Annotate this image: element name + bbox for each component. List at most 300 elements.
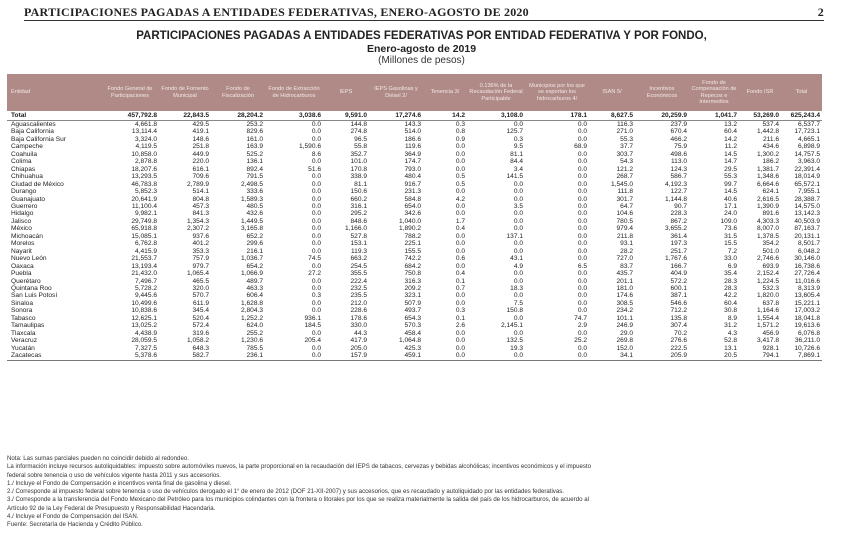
- table-cell: 20,131.1: [794, 232, 820, 240]
- table-cell: 0.0: [311, 195, 321, 203]
- entity-name: Guerrero: [11, 202, 38, 210]
- table-cell: 28.3: [724, 284, 737, 292]
- table-cell: 174.7: [404, 158, 421, 166]
- table-cell: 0.0: [455, 337, 465, 345]
- table-cell: 0.0: [513, 247, 523, 255]
- table-cell: 0.0: [455, 210, 465, 218]
- table-cell: 0.0: [577, 299, 587, 307]
- note-line: 1./ Incluye el Fondo de Compensación e incentivos venta final de gasolina y diesel.: [7, 479, 232, 487]
- table-cell: 211.8: [616, 232, 633, 240]
- note-line: 3./ Corresponde a la transferencia del Fondo Mexicano del Petróleo para los municipios colindantes con la frontera o litorales por los que se realiza materialmente la salida del país de los hidrocarburos, de acuerdo al: [7, 496, 589, 504]
- table-cell: 150.6: [350, 188, 367, 196]
- table-cell: 234.2: [616, 307, 633, 315]
- table-cell: 14.2: [423, 111, 467, 121]
- table-cell: 65,918.8: [131, 225, 157, 233]
- table-cell: 0.0: [577, 344, 587, 352]
- table-cell: 251.7: [670, 247, 687, 255]
- table-cell: 0.0: [311, 299, 321, 307]
- table-cell: 15.5: [724, 240, 737, 248]
- table-cell: 0.0: [513, 210, 523, 218]
- table-cell: 1,449.5: [241, 217, 263, 225]
- table-row: [7, 136, 822, 143]
- table-cell: 36,211.0: [794, 337, 820, 345]
- table-cell: 0.0: [455, 202, 465, 210]
- table-cell: 211.6: [762, 135, 779, 143]
- table-cell: 0.0: [455, 247, 465, 255]
- table-cell: 101.1: [616, 314, 633, 322]
- column-header: Fondo de Compensación de Repecos e Intermedios: [689, 74, 739, 111]
- table-cell: 7.2: [727, 247, 737, 255]
- table-cell: 3,038.6: [265, 111, 323, 121]
- table-cell: 9.5: [513, 143, 523, 151]
- table-cell: 0.0: [577, 277, 587, 285]
- table-period: Enero-agosto de 2019: [366, 43, 477, 55]
- entity-name: Sonora: [11, 307, 33, 315]
- table-cell: 31.5: [724, 232, 737, 240]
- table-row: [7, 263, 822, 270]
- table-cell: 660.2: [350, 195, 367, 203]
- table-cell: 0.4: [455, 225, 465, 233]
- table-cell: 794.1: [739, 352, 781, 360]
- table-cell: 937.6: [192, 232, 209, 240]
- table-row: [7, 196, 822, 203]
- table-cell: 514.0: [404, 128, 421, 136]
- table-cell: 75.9: [674, 143, 687, 151]
- table-cell: 28,059.5: [131, 337, 157, 345]
- entity-name: Chihuahua: [11, 173, 43, 181]
- page-number: 2: [817, 5, 824, 19]
- table-cell: 0.0: [265, 352, 323, 360]
- table-cell: 0.3: [513, 135, 523, 143]
- entity-name: Michoacán: [11, 232, 43, 240]
- table-cell: 141.5: [506, 173, 523, 181]
- table-cell: 0.0: [513, 225, 523, 233]
- table-cell: 46,783.8: [131, 180, 157, 188]
- page-header: [24, 4, 824, 20]
- table-cell: 132.5: [506, 337, 523, 345]
- entity-name: Tlaxcala: [11, 329, 36, 337]
- table-cell: 119.6: [404, 143, 421, 151]
- table-cell: 101.0: [350, 158, 367, 166]
- entity-name: Tabasco: [11, 314, 36, 322]
- table-cell: 12,625.1: [131, 314, 157, 322]
- table-cell: 51.6: [308, 165, 321, 173]
- table-row: [7, 255, 822, 262]
- table-cell: 0.0: [513, 329, 523, 337]
- table-cell: 60.4: [724, 299, 737, 307]
- table-cell: 670.4: [670, 128, 687, 136]
- table-cell: 788.2: [404, 232, 421, 240]
- table-cell: 35.4: [724, 270, 737, 278]
- table-cell: 0.0: [455, 292, 465, 300]
- table-cell: 205.0: [350, 344, 367, 352]
- table-cell: 0.0: [577, 188, 587, 196]
- table-cell: 53,269.0: [739, 111, 781, 121]
- table-cell: 13,025.2: [131, 322, 157, 330]
- table-cell: 1,252.2: [241, 314, 263, 322]
- table-cell: 19,613.6: [794, 322, 820, 330]
- table-cell: 220.0: [192, 158, 209, 166]
- table-cell: 25.2: [574, 337, 587, 345]
- table-cell: 0.0: [423, 352, 467, 360]
- table-cell: 330.0: [350, 322, 367, 330]
- table-cell: 0.1: [455, 314, 465, 322]
- table-row: [7, 233, 822, 240]
- table-row: [7, 270, 822, 277]
- table-cell: 0.0: [311, 135, 321, 143]
- table-cell: 161.0: [246, 135, 263, 143]
- table-row: [7, 315, 822, 322]
- table-cell: 14.5: [724, 150, 737, 158]
- table-cell: 449.9: [192, 150, 209, 158]
- table-cell: 0.0: [311, 121, 321, 128]
- column-header: Entidad: [7, 74, 101, 111]
- table-cell: 928.1: [762, 344, 779, 352]
- table-cell: 1,390.9: [757, 202, 779, 210]
- table-cell: 109.0: [720, 217, 737, 225]
- table-cell: 648.3: [192, 344, 209, 352]
- table-cell: 793.0: [404, 165, 421, 173]
- table-cell: 163.9: [246, 143, 263, 151]
- table-row: [7, 143, 822, 150]
- table-cell: 525.2: [246, 150, 263, 158]
- table-cell: 663.2: [350, 255, 367, 263]
- table-cell: 28.3: [724, 277, 737, 285]
- entity-name: Colima: [11, 158, 32, 166]
- table-cell: 404.9: [670, 270, 687, 278]
- table-cell: 0.0: [455, 299, 465, 307]
- table-cell: 186.2: [762, 158, 779, 166]
- table-cell: 0.0: [311, 210, 321, 218]
- table-cell: 42.2: [724, 292, 737, 300]
- table-cell: 299.6: [246, 240, 263, 248]
- entity-name: Tamaulipas: [11, 322, 45, 330]
- table-cell: 1,820.0: [757, 292, 779, 300]
- table-cell: 216.1: [246, 247, 263, 255]
- table-cell: 31.2: [724, 322, 737, 330]
- table-cell: 29,749.8: [131, 217, 157, 225]
- table-cell: 0.0: [455, 165, 465, 173]
- table-cell: 0.0: [311, 284, 321, 292]
- table-cell: 34.1: [589, 352, 635, 360]
- table-cell: 197.3: [670, 240, 687, 248]
- column-header: Incentivos Económicos: [635, 74, 689, 111]
- table-cell: 0.0: [513, 217, 523, 225]
- table-cell: 316.3: [404, 277, 421, 285]
- table-cell: 2,145.1: [501, 322, 523, 330]
- table-cell: 387.1: [670, 292, 687, 300]
- entity-name: Total: [7, 111, 101, 121]
- table-title: PARTICIPACIONES PAGADAS A ENTIDADES FEDERATIVAS POR ENTIDAD FEDERATIVA Y POR FONDO,: [136, 30, 707, 42]
- table-cell: 1.7: [455, 217, 465, 225]
- table-cell: 0.0: [577, 210, 587, 218]
- table-cell: 20.5: [689, 352, 739, 360]
- participaciones-table: [7, 74, 822, 361]
- table-cell: 8,627.5: [589, 111, 635, 121]
- table-cell: 727.0: [616, 255, 633, 263]
- table-cell: 96.5: [354, 135, 367, 143]
- table-cell: 0.0: [455, 344, 465, 352]
- note-line: 4./ Incluye el Fondo de Compensación del ISAN.: [7, 513, 139, 521]
- table-cell: 2,616.5: [757, 195, 779, 203]
- table-cell: 0.8: [455, 128, 465, 136]
- table-cell: 1,224.5: [757, 277, 779, 285]
- table-cell: 611.9: [192, 299, 209, 307]
- table-row: [7, 300, 822, 307]
- table-row: [7, 240, 822, 247]
- table-cell: 3,324.0: [135, 135, 157, 143]
- table-cell: 135.8: [670, 314, 687, 322]
- table-cell: 480.5: [246, 202, 263, 210]
- table-cell: 1,058.2: [187, 337, 209, 345]
- entity-name: Baja California: [11, 128, 54, 136]
- table-cell: 0.6: [455, 255, 465, 263]
- table-cell: 489.7: [246, 277, 263, 285]
- table-header-row: [7, 74, 822, 111]
- entity-name: Chiapas: [11, 165, 36, 173]
- table-cell: 166.7: [670, 262, 687, 270]
- table-cell: 0.0: [311, 344, 321, 352]
- table-cell: 584.8: [404, 195, 421, 203]
- table-cell: 0.0: [311, 128, 321, 136]
- table-cell: 111.8: [617, 188, 633, 196]
- table-cell: 1,066.9: [241, 270, 263, 278]
- entity-name: Aguascalientes: [11, 121, 56, 128]
- table-cell: 29.0: [620, 329, 633, 337]
- table-cell: 170.8: [350, 165, 367, 173]
- table-cell: 572.4: [192, 322, 209, 330]
- table-cell: 4,119.5: [135, 143, 157, 151]
- table-cell: 14,757.5: [794, 150, 820, 158]
- table-cell: 174.6: [616, 292, 633, 300]
- table-cell: 225.1: [404, 240, 421, 248]
- table-cell: 21,553.7: [131, 255, 157, 263]
- table-cell: 60.4: [724, 128, 737, 136]
- table-cell: 55.8: [354, 143, 367, 151]
- entity-name: Durango: [11, 188, 37, 196]
- table-cell: 116.3: [616, 121, 633, 128]
- table-cell: 93.1: [620, 240, 633, 248]
- table-cell: 709.6: [192, 173, 209, 181]
- table-cell: 228.3: [670, 210, 687, 218]
- table-cell: 354.2: [762, 240, 779, 248]
- table-row: [7, 121, 822, 129]
- table-cell: 0.0: [577, 225, 587, 233]
- entity-name: Nuevo León: [11, 255, 47, 263]
- table-cell: 18,207.6: [131, 165, 157, 173]
- table-cell: 125.7: [506, 128, 523, 136]
- table-cell: 1,589.3: [241, 195, 263, 203]
- table-cell: 0.3: [455, 121, 465, 128]
- table-cell: 342.6: [404, 210, 421, 218]
- table-cell: 74.5: [308, 255, 321, 263]
- table-cell: 11,100.4: [131, 202, 157, 210]
- entity-name: Veracruz: [11, 337, 38, 345]
- table-cell: 27,726.4: [794, 270, 820, 278]
- table-cell: 429.5: [192, 121, 209, 128]
- table-cell: 0.0: [455, 240, 465, 248]
- table-cell: 0.0: [467, 352, 525, 360]
- table-row: [7, 128, 822, 135]
- table-cell: 231.3: [404, 188, 421, 196]
- table-cell: 507.9: [404, 299, 421, 307]
- table-cell: 152.0: [616, 344, 633, 352]
- note-line: Fuente: Secretaría de Hacienda y Crédito Público.: [7, 521, 143, 529]
- table-cell: 459.1: [369, 352, 423, 360]
- table-cell: 0.0: [577, 202, 587, 210]
- table-cell: 0.0: [525, 352, 589, 360]
- table-cell: 316.1: [350, 202, 367, 210]
- table-cell: 153.1: [350, 240, 367, 248]
- table-cell: 205.4: [304, 337, 321, 345]
- table-cell: 4,192.3: [665, 180, 687, 188]
- table-row: [7, 278, 822, 285]
- table-row: [7, 210, 822, 217]
- table-cell: 1,065.4: [187, 270, 209, 278]
- table-cell: 55.3: [620, 135, 633, 143]
- table-cell: 5,728.2: [135, 284, 157, 292]
- table-cell: 493.7: [404, 307, 421, 315]
- table-cell: 0.0: [513, 188, 523, 196]
- table-cell: 848.6: [350, 217, 367, 225]
- table-cell: 0.3: [455, 307, 465, 315]
- table-cell: 0.0: [577, 135, 587, 143]
- table-cell: 40.6: [724, 195, 737, 203]
- table-notes: [7, 455, 827, 530]
- table-cell: 21,432.0: [131, 270, 157, 278]
- table-cell: 0.5: [455, 173, 465, 181]
- table-cell: 0.0: [577, 255, 587, 263]
- table-cell: 104.6: [616, 210, 633, 218]
- table-cell: 10,726.6: [794, 344, 820, 352]
- table-cell: 527.8: [350, 232, 367, 240]
- table-cell: 2,746.6: [757, 255, 779, 263]
- table-units: (Millones de pesos): [378, 55, 465, 66]
- table-cell: 0.0: [577, 240, 587, 248]
- table-cell: 17,723.1: [794, 128, 820, 136]
- table-cell: 624.0: [246, 322, 263, 330]
- page-header-title: PARTICIPACIONES PAGADAS A ENTIDADES FEDERATIVAS, ENERO-AGOSTO DE 2020: [24, 5, 529, 19]
- table-cell: 20,259.9: [635, 111, 689, 121]
- table-cell: 2,804.3: [241, 307, 263, 315]
- table-cell: 17,003.2: [794, 307, 820, 315]
- table-cell: 586.7: [670, 173, 687, 181]
- table-cell: 8.9: [727, 314, 737, 322]
- table-cell: 19.3: [510, 344, 523, 352]
- table-cell: 18,041.8: [794, 314, 820, 322]
- entity-name: Nayarit: [11, 247, 32, 255]
- table-cell: 15,085.1: [131, 232, 157, 240]
- table-cell: 463.3: [246, 284, 263, 292]
- table-cell: 780.5: [616, 217, 633, 225]
- table-cell: 201.1: [616, 277, 633, 285]
- table-cell: 2,789.9: [187, 180, 209, 188]
- entity-name: Coahuila: [11, 150, 38, 158]
- table-cell: 181.0: [616, 284, 633, 292]
- table-cell: 205.9: [635, 352, 689, 360]
- table-cell: 867.2: [670, 217, 687, 225]
- table-cell: 4,415.9: [135, 247, 157, 255]
- table-cell: 3,417.8: [757, 337, 779, 345]
- table-cell: 7,955.1: [798, 188, 820, 196]
- table-cell: 0.0: [513, 277, 523, 285]
- table-cell: 1,064.8: [399, 337, 421, 345]
- entity-name: Campeche: [11, 143, 43, 151]
- table-row: [7, 292, 822, 299]
- table-cell: 684.2: [404, 262, 421, 270]
- note-line: Nota: Las sumas parciales pueden no coincidir debido al redondeo.: [7, 455, 189, 462]
- table-cell: 616.1: [192, 165, 209, 173]
- table-cell: 22,391.4: [794, 165, 820, 173]
- table-cell: 1,381.7: [757, 165, 779, 173]
- table-cell: 1,166.0: [345, 225, 367, 233]
- table-row: [7, 181, 822, 188]
- table-cell: 320.0: [192, 284, 209, 292]
- table-cell: 28.2: [620, 247, 633, 255]
- table-cell: 0.0: [577, 247, 587, 255]
- table-cell: 434.6: [762, 143, 779, 151]
- table-cell: 4,665.1: [798, 135, 820, 143]
- table-cell: 6,048.2: [798, 247, 820, 255]
- table-cell: 13,193.4: [131, 262, 157, 270]
- table-cell: 17.1: [724, 202, 737, 210]
- table-cell: 144.8: [350, 121, 367, 128]
- table-cell: 0.0: [577, 217, 587, 225]
- table-cell: 1,230.6: [241, 337, 263, 345]
- table-cell: 652.2: [246, 232, 263, 240]
- column-header: IEPS Gasolinas y Diésel 2/: [369, 74, 423, 111]
- table-cell: 37.7: [620, 143, 633, 151]
- table-cell: 6,898.9: [798, 143, 820, 151]
- table-cell: 9,982.1: [135, 210, 157, 218]
- table-cell: 572.2: [670, 277, 687, 285]
- table-cell: 352.7: [350, 150, 367, 158]
- table-row: [7, 345, 822, 352]
- table-row: [7, 188, 822, 195]
- table-cell: 1,378.5: [757, 232, 779, 240]
- table-cell: 0.0: [311, 202, 321, 210]
- table-cell: 13,142.3: [794, 210, 820, 218]
- table-cell: 0.0: [311, 188, 321, 196]
- table-cell: 323.1: [404, 292, 421, 300]
- table-cell: 222.5: [670, 344, 687, 352]
- table-cell: 0.0: [577, 158, 587, 166]
- entity-name: Hidalgo: [11, 210, 34, 218]
- table-cell: 271.0: [616, 128, 633, 136]
- table-cell: 0.1: [455, 277, 465, 285]
- table-cell: 246.9: [616, 322, 633, 330]
- table-cell: 3.4: [513, 165, 523, 173]
- entity-name: México: [11, 225, 32, 233]
- table-cell: 1,348.6: [757, 173, 779, 181]
- table-row: [7, 307, 822, 314]
- entity-name: Guanajuato: [11, 195, 46, 203]
- table-cell: 155.5: [404, 247, 421, 255]
- table-cell: 0.0: [577, 180, 587, 188]
- table-cell: 65,572.1: [794, 180, 820, 188]
- table-cell: 3,165.8: [241, 225, 263, 233]
- table-row: [7, 225, 822, 232]
- table-cell: 425.3: [404, 344, 421, 352]
- table-cell: 74.7: [574, 314, 587, 322]
- table-cell: 0.0: [311, 232, 321, 240]
- table-cell: 2,307.2: [187, 225, 209, 233]
- table-cell: 1,628.8: [241, 299, 263, 307]
- table-cell: 520.4: [192, 314, 209, 322]
- table-cell: 274.8: [350, 128, 367, 136]
- table-cell: 73.6: [724, 225, 737, 233]
- table-cell: 0.0: [577, 292, 587, 300]
